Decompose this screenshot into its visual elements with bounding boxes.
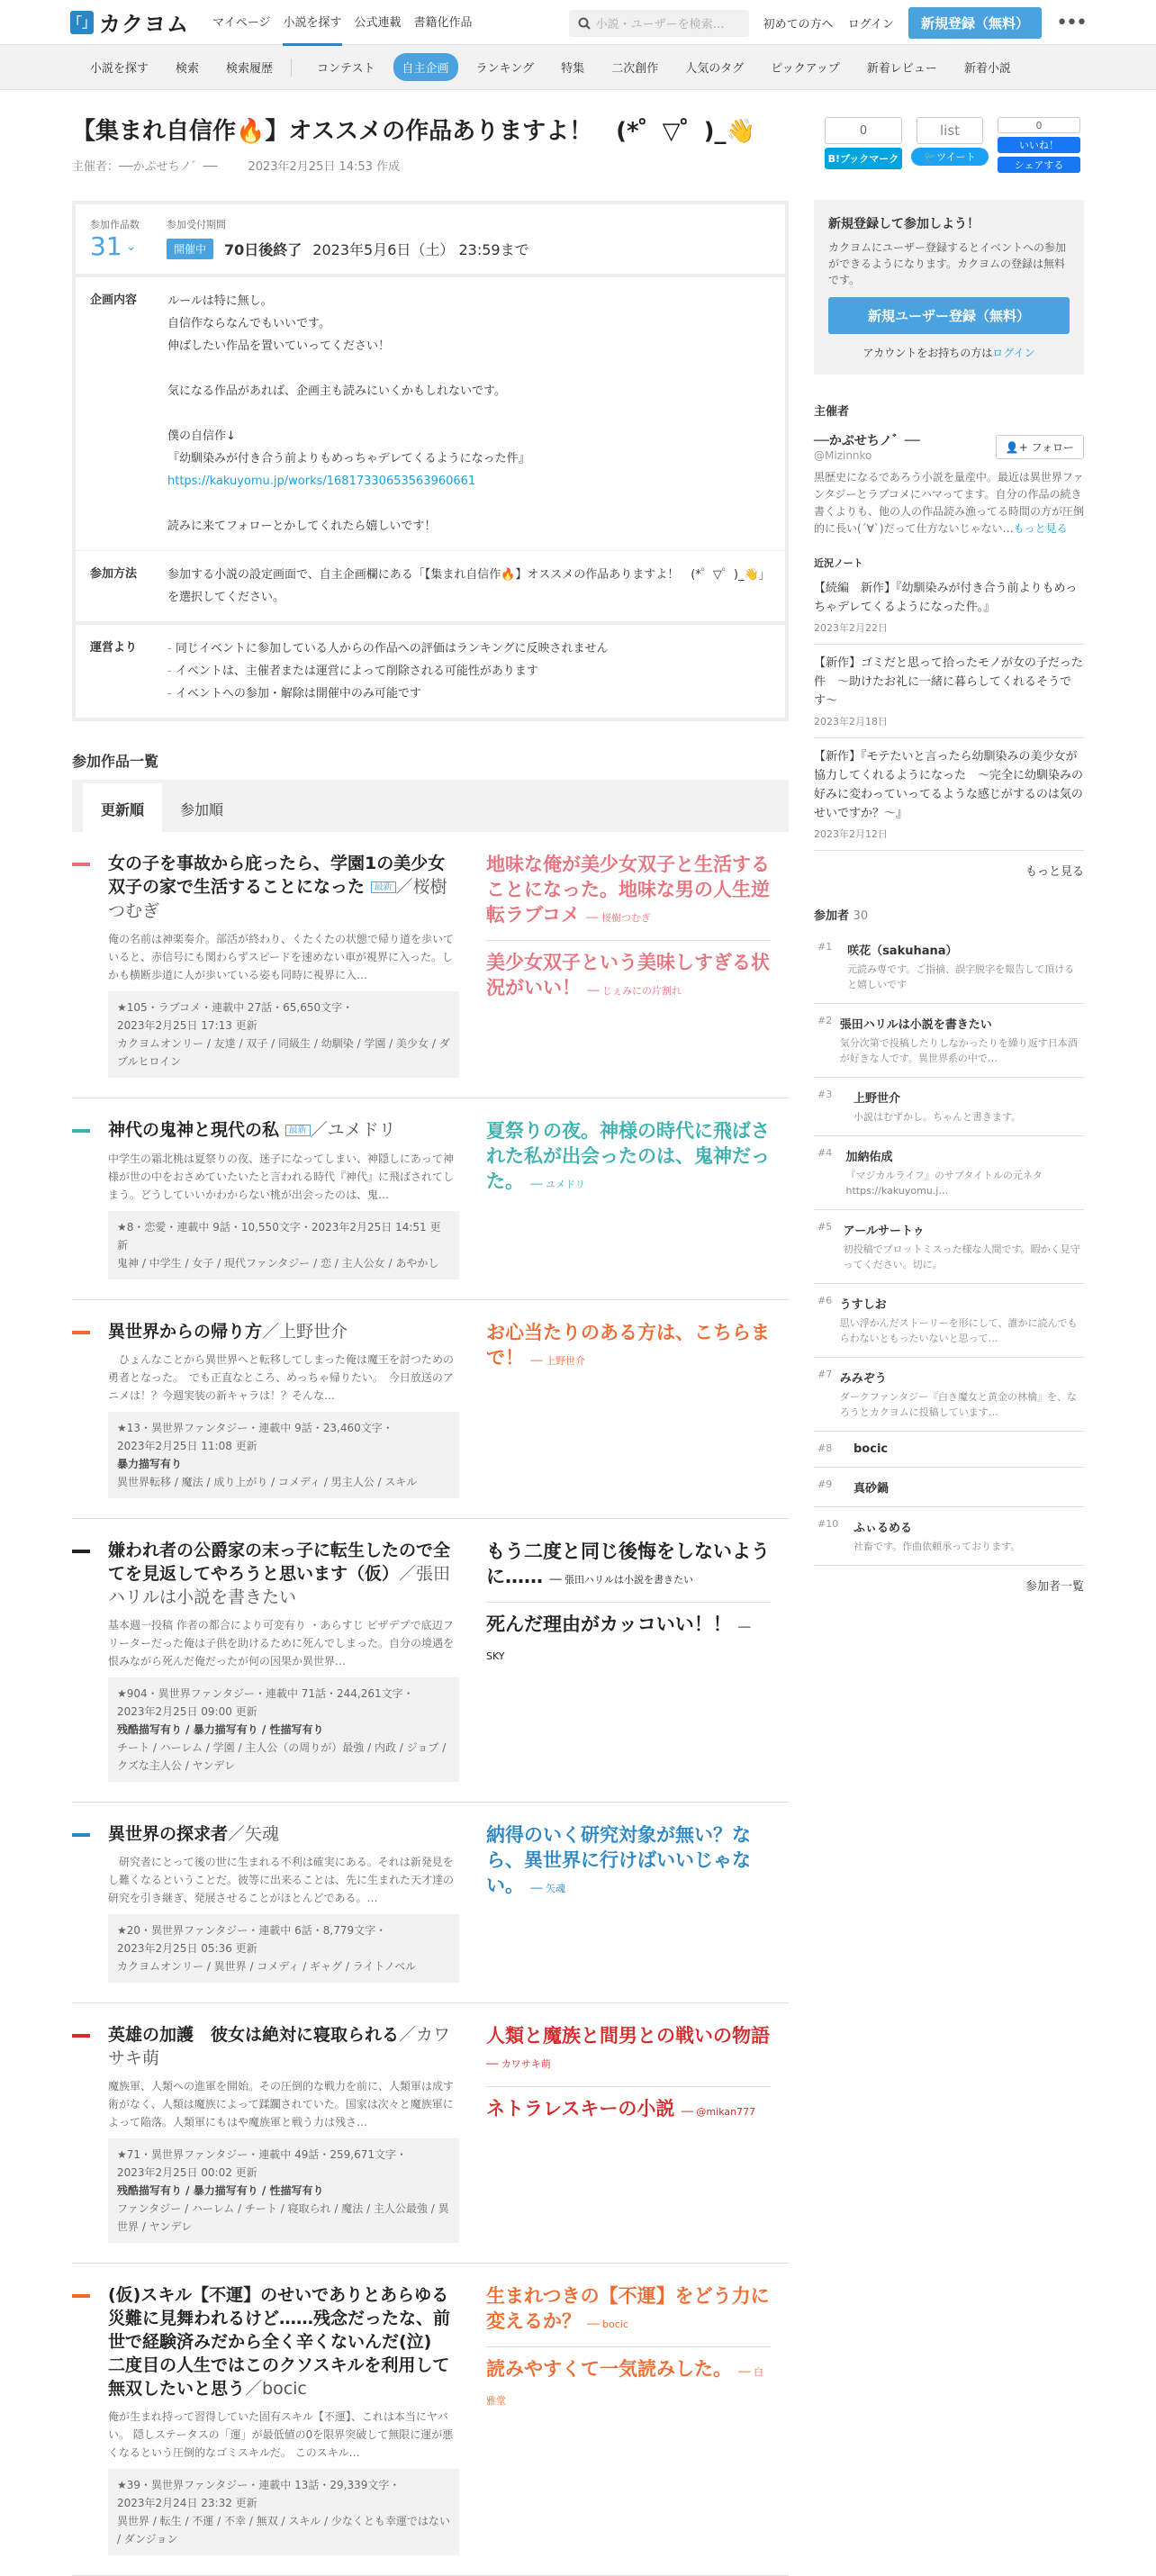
review-author: ── SKY [486, 1622, 751, 1662]
entry-stats: ★904・異世界ファンタジー・連載中 71話・244,261文字・ [117, 1687, 414, 1700]
member-rank: #2 [817, 1015, 833, 1026]
review-text: 読みやすくて一気読みした。 [486, 2358, 732, 2380]
entry-tags[interactable]: カクヨムオンリー / 友達 / 双子 / 同級生 / 幼馴染 / 学園 / 美少女 / ダブルヒロイン [117, 1037, 450, 1068]
entry-author[interactable]: ／張田ハリルは小説を書きたい [108, 1564, 451, 1607]
search-placeholder: 小説・ユーザーを検索… [595, 18, 725, 32]
member-item[interactable] [814, 1136, 1084, 1210]
review-author: ── 張田ハリルは小説を書きたい [549, 1574, 694, 1586]
review[interactable] [486, 1118, 771, 1198]
desc-line: 読みに来てフォローとかしてくれたら嬉しいです！ [167, 520, 437, 533]
tab-joined[interactable]: 参加順 [180, 801, 224, 818]
host-more-link[interactable]: もっと見る [1013, 522, 1068, 535]
entry-intro: 研究者にとって後の世に生まれる不利は確実にある。それは新発見をし難くなるということだ。彼等に出来ることは、先に生まれた天才達の研究を引き継ぎ、発展させることがほとんどである。… [108, 1856, 455, 1904]
new-badge: 最新 [285, 1125, 311, 1136]
entry-reviews [486, 1539, 771, 1782]
entry-title[interactable] [108, 1822, 459, 1846]
review[interactable] [486, 1320, 771, 1374]
entry-author[interactable]: ／桜樹つむぎ [108, 877, 447, 921]
entry-stats: ★13・異世界ファンタジー・連載中 9話・23,460文字・ [117, 1422, 393, 1434]
genre-color-bar [72, 1129, 90, 1133]
review-text: 地味な俺が美少女双子と生活することになった。地味な男の人生逆転ラブコメ [486, 854, 770, 926]
host-title: 主催者 [814, 405, 850, 419]
subnav-find[interactable]: 小説を探す [90, 62, 149, 76]
member-rank: #5 [817, 1221, 833, 1233]
member-desc: 初投稿でプロットミスった様な人間です。暇かく見守ってください。切に。 [843, 1243, 1080, 1270]
member-rank: #3 [817, 1089, 833, 1100]
deadline: 2023年5月6日（土） 23:59まで [312, 241, 529, 258]
entry-reviews [486, 1320, 771, 1498]
entry-item [72, 2264, 789, 2576]
members-more-link[interactable]: 参加者一覧 [1025, 1580, 1084, 1594]
member-item[interactable] [814, 1004, 1084, 1078]
member-name[interactable]: うすしお [839, 1298, 887, 1312]
more-menu-icon[interactable]: ••• [1056, 12, 1086, 34]
member-name[interactable]: 張田ハリルは小説を書きたい [839, 1018, 992, 1032]
entry-reviews [486, 852, 771, 1078]
period-label: 参加受付期間 [167, 219, 226, 230]
review-text: お心当たりのある方は、こちらまで！ [486, 1322, 770, 1369]
genre-color-bar [72, 1550, 90, 1553]
desc-line: 気になる作品があれば、企画主も読みにいくかもしれないです。 [167, 384, 506, 398]
signup-text: カクヨムにユーザー登録するとイベントへの参加ができるようになります。カクヨムの登録は無料です。 [828, 241, 1067, 286]
entry-intro: 俺が生まれ持って習得していた固有スキル【不運】、これは本当にヤバい。 隠しステータスの「運」が最低値の0を限界突破して無限に運が悪くなるという圧倒的なゴミスキルだ。 このスキル… [108, 2410, 454, 2459]
sidebar-login-link[interactable]: ログイン [992, 347, 1035, 359]
entry-meta [108, 1412, 459, 1498]
review[interactable] [486, 852, 771, 931]
entry-stats: ★8・恋愛・連載中 9話・10,550文字・2023年2月25日 14:51 更新 [117, 1221, 441, 1252]
member-item[interactable] [814, 1507, 1084, 1566]
entry-warnings: 残酷描写有り / 暴力描写有り / 性描写有り [117, 2184, 324, 2197]
member-rank: #4 [817, 1147, 833, 1159]
entry-warnings: 暴力描写有り [117, 1458, 183, 1470]
member-name[interactable]: bocic [853, 1442, 889, 1456]
subnav-tags[interactable]: 人気のタグ [685, 62, 745, 76]
member-desc: 社畜です。作曲依頼承っております。 [853, 1541, 1021, 1552]
member-rank: #7 [817, 1369, 833, 1380]
site-logo[interactable] [70, 6, 189, 38]
entry-meta [108, 2138, 459, 2243]
review-text: 死んだ理由がカッコいい！！ [486, 1613, 732, 1635]
entry-meta [108, 1677, 459, 1782]
member-rank: #6 [817, 1295, 833, 1306]
subnav-new-reviews[interactable]: 新着レビュー [866, 62, 937, 76]
member-desc: 思い浮かんだストーリーを形にして、誰かに読んでもらわないともったいないと思って… [839, 1317, 1078, 1344]
entry-updated: 2023年2月25日 05:36 更新 [117, 1942, 257, 1955]
hatena-count: 0 [825, 117, 902, 144]
member-desc: 気分次第で投稿したりしなかったりを繰り返す日本酒が好きな人です。異世界系の中で… [839, 1037, 1078, 1064]
signup-login-line [828, 345, 1070, 360]
entry-stats: ★20・異世界ファンタジー・連載中 6話・8,779文字・ [117, 1924, 387, 1937]
desc-line: 自信作ならなんでもいいです。 [167, 317, 330, 330]
list-button[interactable]: list [917, 117, 983, 144]
review[interactable] [486, 2346, 771, 2414]
entry-title-text: 英雄の加護 彼女は絶対に寝取られる [108, 2025, 400, 2045]
global-header [0, 0, 1156, 45]
entry-reviews [486, 2283, 771, 2555]
entry-title[interactable] [108, 2023, 459, 2070]
member-desc: 元読み専です。ご指摘、誤字脱字を報告して頂けると嬉しいです [847, 963, 1075, 990]
member-name[interactable]: 咲花（sakuhana） [847, 945, 958, 958]
member-name[interactable]: 加納佑成 [845, 1151, 893, 1164]
review[interactable] [486, 2283, 771, 2337]
entry-title[interactable] [108, 1320, 459, 1343]
entry-item [72, 2003, 789, 2264]
logo-text: カクヨム [99, 12, 189, 37]
member-item[interactable] [814, 1358, 1084, 1432]
entry-reviews [486, 1822, 771, 1983]
review[interactable] [486, 1602, 771, 1669]
host-bio [814, 469, 1084, 538]
entry-author[interactable]: ／上野世介 [262, 1322, 348, 1342]
entry-title-text: 神代の鬼神と現代の私 [108, 1120, 280, 1140]
entry-title[interactable] [108, 2283, 459, 2400]
entry-item [72, 1098, 789, 1300]
remaining-days: 70日後終了 [224, 241, 303, 258]
review[interactable] [486, 940, 771, 1004]
entry-title[interactable] [108, 1539, 459, 1609]
entry-meta [108, 1211, 459, 1279]
desc-line: 僕の自信作↓ [167, 429, 236, 443]
review-text: 夏祭りの夜。神様の時代に飛ばされた私が出会ったのは、鬼神だった。 [486, 1120, 770, 1192]
join-label: 参加方法 [90, 567, 138, 581]
entry-intro: ひょんなことから異世界へと転移してしまった俺は魔王を討つための勇者となった。 でも正直なところ、めっちゃ帰りたい。 今日放送のアニメは！？今週実装の新キャラは！？そんな… [108, 1353, 455, 1402]
entries-tabs [72, 780, 789, 832]
review[interactable] [486, 1822, 771, 1902]
entry-reviews [486, 2023, 771, 2243]
status-badge: 開催中 [167, 239, 213, 259]
logo-mark-icon: 「」 [70, 11, 94, 34]
event-description [167, 290, 771, 538]
member-item[interactable] [814, 1284, 1084, 1358]
fb-share-button[interactable]: シェアする [998, 157, 1080, 173]
entry-title-text: 異世界からの帰り方 [108, 1322, 263, 1342]
review-author: ── じぇみにの片割れ [587, 985, 682, 997]
member-name[interactable]: ふぃるめる [853, 1522, 913, 1535]
review-author: ── 矢魂 [530, 1883, 566, 1894]
fb-like-button[interactable]: いいね！ [998, 137, 1080, 153]
entry-tags[interactable]: 鬼神 / 中学生 / 女子 / 現代ファンタジー / 恋 / 主人公女 / あやかし [117, 1257, 439, 1270]
entry-author[interactable]: ／ユメドリ [310, 1120, 396, 1140]
nav-search-novels[interactable]: 小説を探す [283, 0, 341, 46]
entry-updated: 2023年2月25日 17:13 更新 [117, 1019, 257, 1032]
search-input[interactable] [569, 10, 749, 37]
entry-item [72, 1519, 789, 1803]
entry-author[interactable]: ／bocic [245, 2379, 307, 2399]
tweet-label: ツイート [936, 151, 976, 163]
subnav-feature[interactable]: 特集 [561, 62, 585, 76]
review[interactable] [486, 1539, 771, 1593]
entries-title: 参加作品一覧 [72, 753, 159, 770]
event-info-box [72, 201, 789, 721]
member-name[interactable]: 上野世介 [853, 1092, 901, 1106]
member-item[interactable] [814, 930, 1084, 1004]
member-item[interactable] [814, 1210, 1084, 1284]
entry-author[interactable]: ／カワサキ萌 [108, 2025, 451, 2068]
members-title-text: 参加者 [814, 909, 850, 923]
entry-tags[interactable]: チート / ハーレム / 学園 / 主人公（の周りが）最強 / 内政 / ジョブ / クズな主人公 / ヤンデレ [117, 1741, 447, 1772]
entry-updated: 2023年2月25日 09:00 更新 [117, 1705, 257, 1718]
entry-stats: ★105・ラブコメ・連載中 27話・65,650文字・ [117, 1001, 354, 1014]
sub-nav [0, 45, 1156, 90]
member-rank: #1 [817, 941, 833, 953]
members-count: 30 [853, 909, 869, 923]
news-date: 2023年2月18日 [814, 716, 888, 728]
register-button[interactable]: 新規登録（無料） [908, 7, 1042, 39]
members-list [814, 930, 1084, 1566]
page-title: 【集まれ自信作🔥】オススメの作品ありますよ！ (*゜▽゜)_👋 [72, 118, 755, 145]
entry-updated: 2023年2月25日 11:08 更新 [117, 1440, 257, 1452]
new-badge: 最新 [371, 881, 396, 893]
twitter-icon: 🐦 [924, 150, 937, 163]
entry-title-text: 嫌われ者の公爵家の末っ子に転生したので全てを見返してやろうと思います（仮） [108, 1541, 451, 1584]
ops-label: 運営より [90, 641, 138, 655]
entry-meta [108, 2469, 459, 2555]
review-text: 納得のいく研究対象が無い？なら、異世界に行けばいいじゃない。 [486, 1824, 751, 1896]
entry-updated: 2023年2月24日 23:32 更新 [117, 2497, 257, 2509]
entry-intro: 魔族軍、人類への進軍を開始。その圧倒的な戦力を前に、人類軍は成す術がなく、人類は魔族によって蹂躙されていた。国家は次々と魔族軍によって陥落。人類軍にもはや魔族軍と戦う力は残さ… [108, 2080, 455, 2129]
news-item[interactable] [814, 645, 1084, 738]
ops-rule: - イベントへの参加・解除は開催中のみ可能です [167, 682, 771, 705]
entry-title[interactable] [108, 1118, 459, 1143]
ops-rule: - イベントは、主催者または運営によって削除される可能性があります [167, 660, 771, 682]
review-author: ── 桜樹つむぎ [586, 912, 652, 924]
entry-tags[interactable]: カクヨムオンリー / 異世界 / コメディ / ギャグ / ライトノベル [117, 1960, 417, 1973]
entry-intro: 中学生の霜北桃は夏祭りの夜、迷子になってしまい、神隠しにあって神様が世の中をおさめていたいたと言われる時代『神代』に飛ばされてしまう。どうしていいかわからない桃が出会ったのは、鬼… [108, 1152, 455, 1201]
subnav-divider [291, 59, 292, 77]
entry-count[interactable] [90, 231, 140, 261]
review-author: ── bocic [587, 2318, 628, 2330]
review-text: 生まれつきの【不運】をどう力に変えるか？ [486, 2285, 770, 2332]
content-label: 企画内容 [90, 294, 138, 307]
entry-tags[interactable]: 異世界転移 / 魔法 / 成り上がり / コメディ / 男主人公 / スキル [117, 1476, 418, 1488]
entry-tags[interactable]: 異世界 / 転生 / 不運 / 不幸 / 無双 / スキル / 少なくとも幸運ではない / ダンジョン [117, 2515, 450, 2545]
genre-color-bar [72, 863, 90, 866]
news-text: 【新作】『モテたいと言ったら幼馴染みの美少女が協力してくれるようになった 〜完全に幼馴染みの好みに変わっていってるような感じがするのは気のせいですか？〜』 [814, 750, 1084, 820]
entry-title[interactable] [108, 852, 459, 923]
entry-stats: ★39・異世界ファンタジー・連載中 13話・29,339文字・ [117, 2479, 401, 2491]
news-text: 【新作】ゴミだと思って拾ったモノが女の子だった件 〜助けたお礼に一緒に暮らしてくれるそうです〜 [814, 656, 1083, 708]
ops-rule: - 同じイベントに参加している人からの作品への評価はランキングに反映されません [167, 637, 771, 660]
member-item[interactable] [814, 1468, 1084, 1507]
main-content [72, 115, 789, 2576]
entry-warnings: 残酷描写有り / 暴力描写有り / 性描写有り [117, 1723, 324, 1736]
ops-rules [167, 637, 771, 705]
subnav-pickup[interactable]: ピックアップ [771, 62, 840, 76]
count-label: 参加作品数 [90, 219, 140, 230]
member-item[interactable] [814, 1432, 1084, 1468]
desc-line: 『幼馴染みが付き合う前よりもめっちゃデレてくるようになった件』 [167, 452, 530, 465]
search-icon [578, 17, 591, 30]
host-bio-text: 黒歴史になるであろう小説を量産中。最近は異世界ファンタジーとラブコメにハマってます。自分の作品の続き書くよりも、他の人の作品読み漁ってる時間の方が圧倒的に長い(´∀`)だって仕方ないじゃない… [814, 471, 1085, 535]
member-item[interactable] [814, 1078, 1084, 1136]
review-author: ── カワサキ萌 [486, 2058, 551, 2070]
signup-title: 新規登録して参加しよう！ [828, 217, 980, 231]
nav-books[interactable]: 書籍化作品 [413, 15, 473, 30]
member-rank: #9 [817, 1478, 833, 1490]
nav-mypage[interactable]: マイページ [212, 15, 271, 30]
member-rank: #8 [817, 1442, 833, 1454]
entry-stats: ★71・異世界ファンタジー・連載中 49話・259,671文字・ [117, 2148, 408, 2161]
review-author: ── ユメドリ [530, 1179, 586, 1190]
signup-button[interactable]: 新規ユーザー登録（無料） [828, 297, 1070, 334]
subnav-fanfic[interactable]: 二次創作 [611, 62, 659, 76]
genre-color-bar [72, 1833, 90, 1837]
member-desc: 『マジカルライフ』のサブタイトルの元ネタ https://kakuyomu.j… [845, 1170, 1043, 1197]
news-item[interactable] [814, 570, 1084, 645]
review-text: もう二度と同じ後悔をしないように…… [486, 1541, 770, 1587]
host-line[interactable]: 主催者：──かぷせちノ゛── [72, 160, 218, 174]
user-plus-icon: 👤+ [1005, 440, 1028, 454]
host-name[interactable]: ──かぷせちノ゛── [814, 434, 920, 448]
entry-count-value: 31 [90, 231, 122, 261]
review-text: ネトラレスキーの小説 [486, 2098, 675, 2120]
entry-title-text: 異世界の探求者 [108, 1824, 229, 1844]
entry-intro: 基本週一投稿 作者の都合により可変有り ・あらすじ ビザデプで底辺フリーターだった俺は子供を助けるために死んでしまった。自分の境遇を恨みながら死んだ俺だったが何の因果か異世界… [108, 1619, 455, 1668]
first-time-link[interactable]: 初めての方へ [763, 18, 834, 32]
entry-updated: 2023年2月25日 00:02 更新 [117, 2166, 257, 2179]
news-text: 【続編 新作】『幼馴染みが付き合う前よりもめっちゃデレてくるようになった件。』 [814, 582, 1078, 614]
sidebar [814, 115, 1084, 1594]
host-id: @Mizinnko [814, 449, 872, 462]
news-title: 近況ノート [814, 557, 863, 569]
member-name[interactable]: アールサートゥ [843, 1225, 925, 1238]
member-name[interactable]: 真砂鍋 [853, 1482, 890, 1496]
entry-author[interactable]: ／矢魂 [228, 1824, 280, 1844]
entry-title-text: 女の子を事故から庇ったら、学園1の美少女双子の家で生活することになった [108, 854, 446, 897]
entry-item [72, 832, 789, 1098]
hatena-bookmark-button[interactable]: B!ブックマーク [825, 148, 902, 169]
chevron-down-icon: ⌄ [125, 239, 137, 254]
subnav-ranking[interactable]: ランキング [475, 62, 535, 76]
news-more-link[interactable]: もっと見る [1025, 865, 1084, 879]
subnav-self-event[interactable]: 自主企画 [393, 53, 458, 81]
members-title [814, 906, 1084, 923]
follow-label: フォロー [1031, 440, 1074, 454]
review-author: ── @mikan777 [681, 2106, 756, 2118]
signup-box [814, 200, 1084, 375]
global-nav [212, 0, 473, 46]
subnav-contest[interactable]: コンテスト [317, 62, 375, 76]
entry-item [72, 1803, 789, 2003]
entry-tags[interactable]: ファンタジー / ハーレム / チート / 寝取られ / 魔法 / 主人公最強 / 異世界 / ヤンデレ [117, 2202, 449, 2233]
review-author: ── 上野世介 [530, 1355, 586, 1367]
news-list [814, 570, 1084, 851]
tab-updated[interactable]: 更新順 [83, 783, 162, 832]
subnav-history[interactable]: 検索履歴 [226, 62, 274, 76]
genre-color-bar [72, 2034, 90, 2038]
review-text: 人類と魔族と間男との戦いの物語 [486, 2025, 770, 2047]
nav-official[interactable]: 公式連載 [354, 15, 402, 30]
join-instructions: 参加する小説の設定画面で、自主企画欄にある「【集まれ自信作🔥】オススメの作品ありますよ！ (*゜▽゜)_👋」を選択してください。 [167, 568, 771, 604]
title-meta [72, 157, 789, 174]
review[interactable] [486, 2023, 771, 2077]
news-item[interactable] [814, 738, 1084, 851]
fb-count: 0 [998, 117, 1080, 133]
login-link[interactable]: ログイン [847, 18, 895, 32]
member-desc: 小説はむずかし。ちゃんと書きます。 [853, 1111, 1022, 1123]
entries-list [72, 832, 789, 2576]
entry-reviews [486, 1118, 771, 1279]
created-date: 2023年2月25日 14:53 作成 [248, 160, 401, 174]
review-author: ── 白雅堂 [486, 2366, 764, 2407]
member-name[interactable]: みみぞう [839, 1372, 887, 1386]
desc-link[interactable]: https://kakuyomu.jp/works/16817330653563960661 [167, 475, 476, 488]
entry-meta [108, 991, 459, 1078]
desc-line: 伸ばしたい作品を置いていってください！ [167, 339, 391, 353]
review[interactable] [486, 2086, 771, 2125]
news-date: 2023年2月12日 [814, 828, 888, 840]
genre-color-bar [72, 1331, 90, 1334]
subnav-new-novels[interactable]: 新着小説 [963, 62, 1011, 76]
entry-intro: 俺の名前は神楽奏介。部活が終わり、くたくたの状態で帰り道を歩いていると、赤信号にも関わらずスピードを速めない車が視界に入った。しかも横断歩道に人が歩いている姿も同時に視界に入… [108, 933, 455, 981]
entry-title-text: (仮)スキル【不運】のせいでありとあらゆる災難に見舞われるけど……残念だったな、前世で経験済みだから全く辛くないんだ(泣) 二度目の人生ではこのクソスキルを利用して無双したいと思う [108, 2285, 451, 2399]
entry-meta [108, 1914, 459, 1983]
follow-button[interactable] [996, 435, 1084, 459]
member-desc: ダークファンタジー『白き魔女と黄金の林檎』を、なろうとカクヨムに投稿しています… [839, 1391, 1078, 1418]
news-date: 2023年2月22日 [814, 622, 888, 634]
entry-item [72, 1300, 789, 1519]
member-rank: #10 [817, 1518, 839, 1530]
login-text: アカウントをお持ちの方は [862, 347, 993, 359]
review-text: 美少女双子という美味しすぎる状況がいい！ [486, 952, 770, 999]
subnav-search[interactable]: 検索 [176, 62, 200, 76]
genre-color-bar [72, 2294, 90, 2298]
desc-line: ルールは特に無し。 [167, 294, 273, 308]
